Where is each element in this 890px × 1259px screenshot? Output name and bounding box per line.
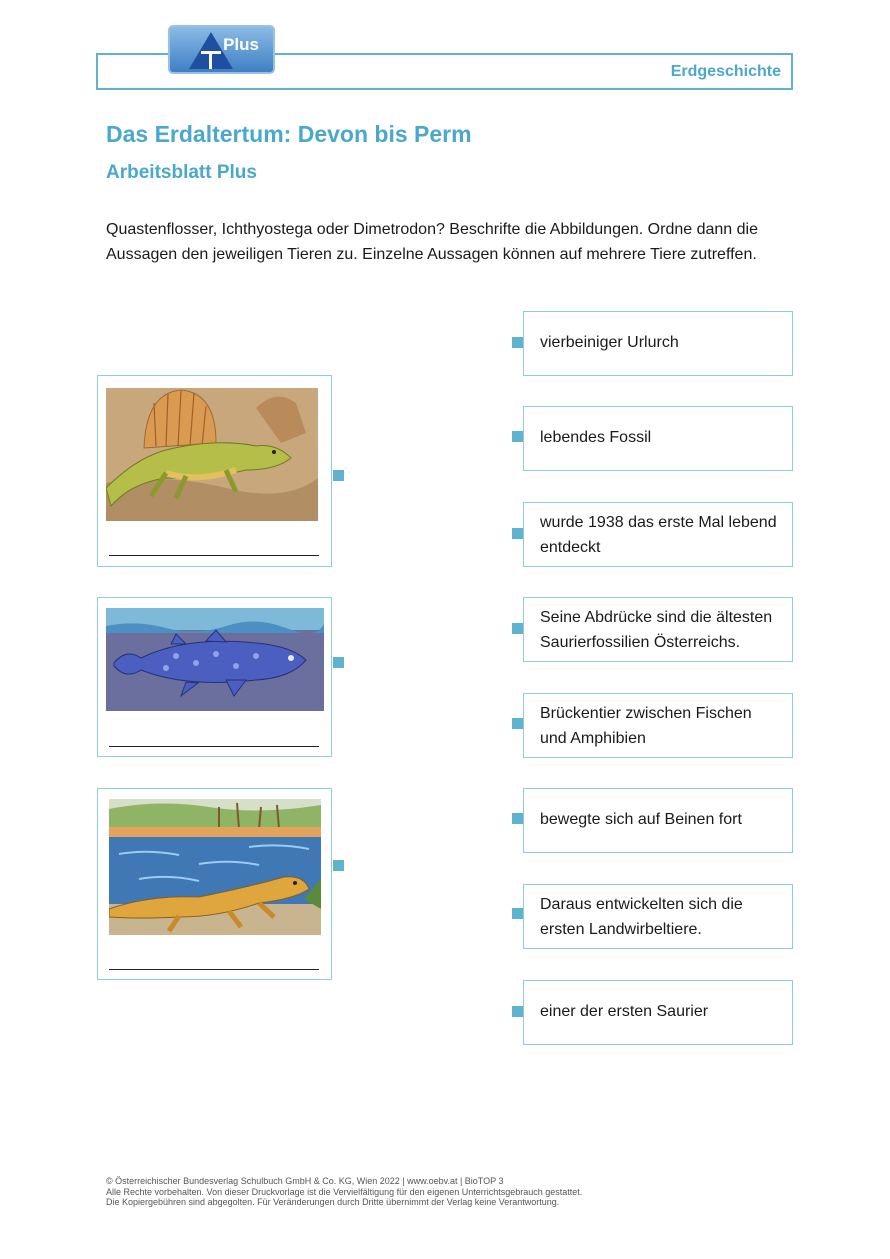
connector-dot[interactable] <box>512 813 523 824</box>
statement-box[interactable]: wurde 1938 das erste Mal lebend entdeckt <box>523 502 793 567</box>
coelacanth-illustration-icon <box>106 608 324 711</box>
connector-dot[interactable] <box>512 908 523 919</box>
page-subtitle: Arbeitsblatt Plus <box>106 162 257 183</box>
statement-box[interactable]: vierbeiniger Urlurch <box>523 311 793 376</box>
statement-box[interactable]: Seine Abdrücke sind die ältesten Saurierfossilien Österreichs. <box>523 597 793 662</box>
plus-logo <box>168 25 275 74</box>
connector-dot[interactable] <box>512 718 523 729</box>
statement-box[interactable]: Brückentier zwischen Fischen und Amphibien <box>523 693 793 758</box>
instructions: Quastenflosser, Ichthyostega oder Dimetrodon? Beschrifte die Abbildungen. Ordne dann die Aussagen den jeweiligen Tieren zu. Einzelne Aussagen können auf mehrere Tiere zutreffen. <box>106 221 758 263</box>
dimetrodon-illustration-icon <box>106 388 318 521</box>
topic-label: Erdgeschichte <box>670 63 781 80</box>
footer-copyright: © Österreichischer Bundesverlag Schulbuch GmbH & Co. KG, Wien 2022 | www.oebv.at | BioTOP 3 <box>106 1176 504 1186</box>
statement-box[interactable]: einer der ersten Saurier <box>523 980 793 1045</box>
connector-dot[interactable] <box>512 337 523 348</box>
connector-dot[interactable] <box>512 431 523 442</box>
statement-box[interactable]: lebendes Fossil <box>523 406 793 471</box>
image-card-ichthyostega <box>97 788 332 980</box>
statement-box[interactable]: Daraus entwickelten sich die ersten Landwirbeltiere. <box>523 884 793 949</box>
image-card-dimetrodon <box>97 375 332 567</box>
statement-box[interactable]: bewegte sich auf Beinen fort <box>523 788 793 853</box>
footer-rights: Alle Rechte vorbehalten. Von dieser Druckvorlage ist die Vervielfältigung für den eigenen Unterrichtsgebrauch gestattet. <box>106 1186 583 1197</box>
connector-dot[interactable] <box>512 528 523 539</box>
connector-dot[interactable] <box>512 623 523 634</box>
connector-dot[interactable] <box>333 470 344 481</box>
footer-fees: Die Kopiergebühren sind abgegolten. Für Veränderungen durch Dritte übernimmt der Verlag keine Verantwortung. <box>106 1197 560 1207</box>
connector-dot[interactable] <box>512 1006 523 1017</box>
ichthyostega-illustration-icon <box>109 799 321 935</box>
footer <box>106 1176 582 1208</box>
image-card-coelacanth <box>97 597 332 757</box>
page-title: Das Erdaltertum: Devon bis Perm <box>106 121 472 147</box>
connector-dot[interactable] <box>333 860 344 871</box>
answer-line-3[interactable] <box>109 969 319 970</box>
answer-line-1[interactable] <box>109 555 319 556</box>
connector-dot[interactable] <box>333 657 344 668</box>
answer-line-2[interactable] <box>109 746 319 747</box>
logo-text: Plus <box>223 35 259 54</box>
